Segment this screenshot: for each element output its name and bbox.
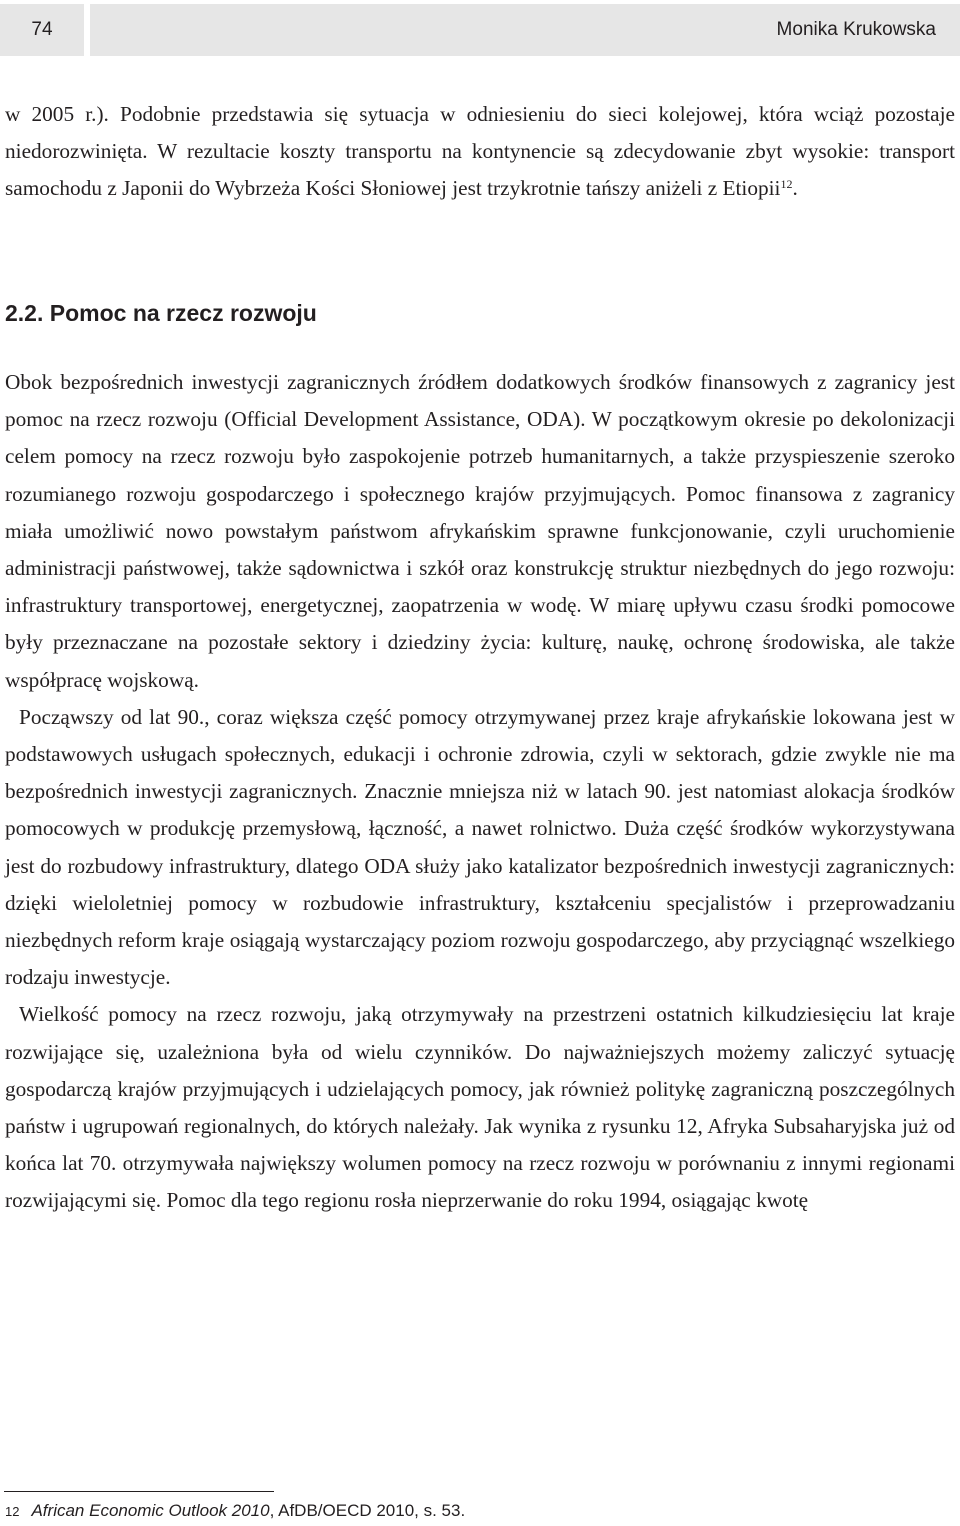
page-number: 74	[0, 4, 84, 56]
paragraph-end: .	[792, 176, 798, 201]
footnote-divider	[4, 1491, 274, 1492]
footnote-title: African Economic Outlook 2010	[31, 1501, 270, 1520]
footnote-source: , AfDB/OECD 2010, s. 53.	[269, 1501, 466, 1520]
page-header	[0, 0, 960, 56]
body-paragraph: Począwszy od lat 90., coraz większa część pomocy otrzymywanej przez kraje afrykańskie lokowana jest w podstawowych usługach społecznych, edukacji i ochronie zdrowia, czyli w sektorach, gdzie zwykle nie ma bezpośrednich inwestycji zagranicznych. Znacznie mniejsza niż w latach 90. jest natomiast alokacja środków pomocowych w produkcję przemysłową, łączność, a nawet rolnictwo. Duża część środków wykorzystywana jest do rozbudowy infrastruktury, dlatego ODA służy jako katalizator bezpośrednich inwestycji zagranicznych: dzięki wieloletniej pomocy w rozbudowie infrastruktury, kształceniu specjalistów i przeprowadzaniu niezbędnych reform kraje osiągają wystarczający poziom rozwoju gospodarczego, aby przyciągnąć wszelkiego rodzaju inwestycje.	[5, 704, 955, 990]
footnote-number: 12	[5, 1504, 20, 1519]
running-head-author: Monika Krukowska	[90, 4, 960, 56]
body-paragraph: Wielkość pomocy na rzecz rozwoju, jaką otrzymywały na przestrzeni ostatnich kilkudziesięciu lat kraje rozwijające się, uzależniona była od wielu czynników. Do najważniejszych możemy zaliczyć sytuację gospodarczą krajów przyjmujących i udzielających pomocy, jak również politykę zagraniczną poszczególnych państw i ugrupowań regionalnych, do których należały. Jak wynika z rysunku 12, Afryka Subsaharyjska już od końca lat 70. otrzymywała największy wolumen pomocy na rzecz rozwoju w porównaniu z innymi regionami rozwijającymi się. Pomoc dla tego regionu rosła nieprzerwanie do roku 1994, osiągając kwotę	[5, 1002, 955, 1213]
footnote-reference[interactable]: 12	[780, 177, 793, 192]
section-body	[5, 364, 955, 1220]
section-heading: 2.2. Pomoc na rzecz rozwoju	[5, 300, 317, 326]
paragraph-text: w 2005 r.). Podobnie przedstawia się sytuacja w odniesieniu do sieci kolejowej, która wciąż pozostaje niedorozwinięta. W rezultacie koszty transportu na kontynencie są zdecydowanie zbyt wysokie: transport samochodu z Japonii do Wybrzeża Kości Słoniowej jest trzykrotnie tańszy aniżeli z Etiopii	[5, 102, 955, 201]
body-paragraph: Obok bezpośrednich inwestycji zagranicznych źródłem dodatkowych środków finansowych z zagranicy jest pomoc na rzecz rozwoju (Official Development Assistance, ODA). W początkowym okresie po dekolonizacji celem pomocy na rzecz rozwoju było zaspokojenie potrzeb humanitarnych, a także przyspieszenie szeroko rozumianego rozwoju gospodarczego i społecznego krajów przyjmujących. Pomoc finansowa z zagranicy miała umożliwić nowo powstałym państwom afrykańskim sprawne funkcjonowanie, czyli uruchomienie administracji państwowej, także sądownictwa i szkół oraz konstrukcję struktur niezbędnych do jego rozwoju: infrastruktury transportowej, energetycznej, zaopatrzenia w wodę. W miarę upływu czasu środki pomocowe były przeznaczane na pozostałe sektory i dziedziny życia: kulturę, naukę, ochronę środowiska, ale także współpracę wojskową.	[5, 370, 955, 692]
footnote	[5, 1499, 465, 1524]
paragraph-continuation	[5, 96, 955, 208]
